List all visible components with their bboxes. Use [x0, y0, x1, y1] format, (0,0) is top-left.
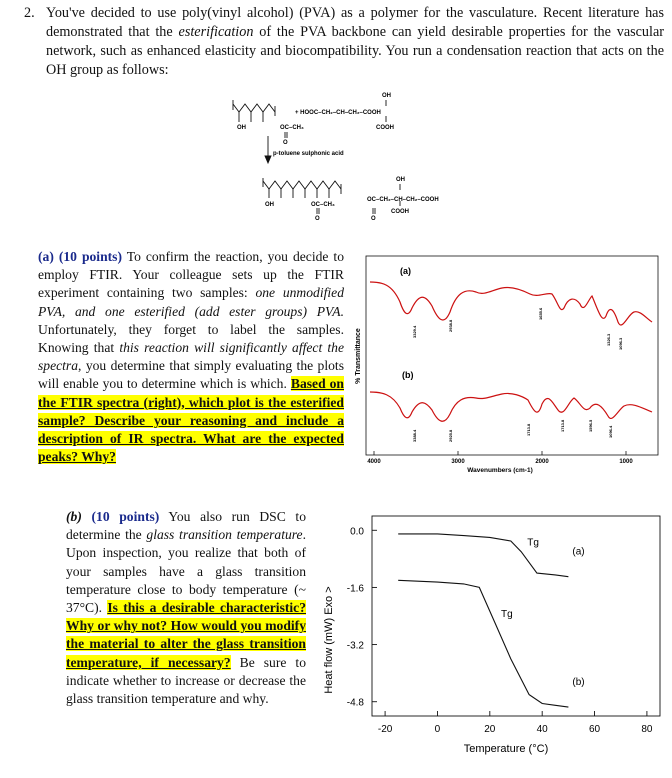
dsc-ytick-label: -3.2 [346, 640, 364, 652]
intro-text-b: of the PVA backbone can yield desirable properties for the vascular network, such as enhanced elasticity and biocompatibility. You run a condensation reaction that acts on the OH group as follows: [46, 24, 664, 78]
ftir-xtick: 1000 [619, 459, 633, 465]
dsc-ylabel: Heat flow (mW) Exo > [323, 586, 335, 694]
part-a-t5: , you determine that simply evaluating the plots will enable you to determine which is which. [38, 358, 344, 392]
question-intro [24, 4, 664, 80]
dsc-series-b [398, 580, 568, 707]
part-b-t2: glass transition temperature [146, 527, 303, 543]
ftir-peak-a: 2938.8 [448, 319, 453, 332]
dsc-xtick-label: 80 [641, 724, 653, 735]
reagent-formula: + HOOC–CH₂–CH–CH₂–COOH [295, 110, 381, 116]
dsc-ytick-label: -4.8 [346, 697, 364, 709]
ftir-xtick: 3000 [451, 459, 465, 465]
ftir-curve-a [370, 282, 652, 325]
dsc-tg-label: Tg [501, 609, 513, 621]
dsc-chart [310, 506, 666, 772]
dsc-tg-label: Tg [527, 537, 539, 549]
ftir-xtick: 4000 [367, 459, 381, 465]
part-a-points: (10 points) [58, 249, 122, 264]
ftir-label-a: (a) [400, 266, 411, 276]
dsc-series-label: (a) [572, 546, 585, 558]
part-b-t3: . Upon inspection, you realize that both of your samples have a glass transition temperature close to body temperature (~ 37°C). [66, 527, 306, 616]
ftir-xtick: 2000 [535, 459, 549, 465]
reactant-ester: OC–CH₃ [280, 125, 304, 131]
part-a-t2: one unmodified PVA, and one esterified (add ester groups) PVA. [38, 285, 344, 319]
ftir-peak-b: 3388.4 [412, 429, 417, 442]
dsc-series-label: (b) [572, 677, 585, 689]
part-a-t1: To confirm the reaction, you decide to employ FTIR. Your colleague sets up the FTIR experiment containing two samples: [38, 249, 344, 301]
dsc-ytick-label: 0.0 [350, 526, 364, 538]
ftir-frame [366, 256, 658, 455]
reagent-oh: OH [382, 93, 391, 99]
dsc-xtick-label: 60 [588, 724, 601, 735]
product-top-oh: OH [396, 177, 405, 183]
dsc-xtick-label: 0 [434, 724, 441, 735]
part-a-highlight: Based on the FTIR spectra (right), which plot is the esterified sample? Describe your reasoning and include a description of IR spectra. What are the expected peaks? Why? [38, 376, 344, 465]
part-b-text [66, 508, 306, 708]
dsc-series-a [398, 534, 568, 577]
ftir-spectra [352, 252, 664, 477]
part-a-text [38, 248, 344, 466]
intro-term: esterification [178, 24, 254, 40]
part-b-points: (10 points) [91, 509, 160, 524]
ftir-peak-a: 1326.3 [606, 333, 611, 346]
reaction-scheme [225, 86, 515, 241]
ftir-xlabel: Wavenumbers (cm-1) [467, 467, 533, 474]
product-o: O [315, 216, 320, 222]
part-b-highlight: Is this a desirable characteristic? Why or why not? How would you modify the material to alter the glass transition temperature, if necessary? [66, 600, 306, 670]
ftir-peak-b: 2925.8 [448, 429, 453, 442]
reactant-o: O [283, 140, 288, 146]
ftir-peak-b: 1596.5 [588, 419, 593, 432]
reagent-cooh: COOH [376, 125, 394, 131]
ftir-peak-a: 1655.6 [538, 307, 543, 320]
product-backbone [263, 181, 341, 189]
product-cooh: COOH [391, 209, 409, 215]
part-a-label: (a) [38, 249, 54, 264]
intro-text-a: You've decided to use poly(vinyl alcohol) (PVA) as a polymer for the vasculature. Recent literature has demonstrated that the [46, 5, 664, 40]
dsc-xtick-label: 40 [536, 724, 548, 735]
product-chain: OC–CH₂–CH–CH₂–COOH [367, 197, 439, 203]
ftir-peak-b: 1096.4 [608, 425, 613, 438]
product-oh: OH [265, 202, 274, 208]
ftir-peak-b: 1713.8 [526, 423, 531, 436]
part-b-t1: You also run DSC to determine the [66, 509, 307, 543]
reactant-oh: OH [237, 125, 246, 131]
dsc-xtick-label: -20 [377, 724, 393, 735]
ftir-ylabel: % Transmittance [355, 328, 362, 384]
product-ester: OC–CH₃ [311, 202, 335, 208]
ftir-label-b: (b) [402, 370, 414, 380]
catalyst-label: p-toluene sulphonic acid [273, 151, 344, 157]
dsc-xtick-label: 20 [484, 724, 496, 735]
ftir-peak-a: 1096.3 [618, 337, 623, 350]
part-b-t4: Be sure to indicate whether to increase or decrease the glass transition temperature and why. [66, 654, 306, 707]
ftir-peak-a: 3329.4 [412, 325, 417, 338]
question-number: 2. [24, 5, 35, 21]
ftir-peak-b: 1713.8 [560, 419, 565, 432]
part-a-t3: Unfortunately, they forget to label the samples. Knowing that [38, 321, 344, 356]
product-chain-o: O [371, 216, 376, 222]
ftir-curve-b [370, 392, 652, 421]
dsc-xlabel: Temperature (°C) [463, 743, 549, 755]
dsc-ytick-label: -1.6 [346, 583, 364, 595]
reactant-backbone [233, 104, 275, 112]
part-a-t4: this reaction will significantly affect the spectra [38, 340, 345, 374]
part-b-label: (b) [66, 509, 82, 524]
